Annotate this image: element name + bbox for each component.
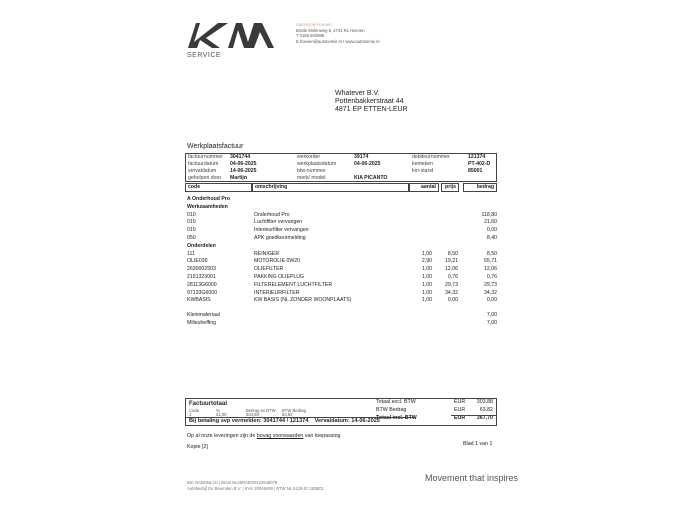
vat-value: 1 [189, 412, 192, 417]
dealer-address: Brede Molenweg 6, 4741 RL Hoeven [296, 27, 365, 33]
cell-code: Onderdelen [187, 242, 216, 249]
header-value: 39174 [354, 154, 369, 160]
terms-link[interactable]: bovag voorwaarden [256, 433, 304, 439]
cell-code: 010 [187, 227, 196, 234]
terms-text-end: van toepassing [304, 433, 341, 439]
dealer-contact: E hoeven@autonomie.nl I www.autonomie.nl [296, 38, 380, 44]
header-label: debiteurnummer [412, 154, 450, 160]
cell-qty: 1,00 [421, 297, 432, 304]
header-value: Martijn [230, 175, 248, 181]
table-row [185, 196, 497, 204]
vat-header: BTW Bedrag [282, 408, 306, 413]
header-label: merk/ model [297, 175, 326, 181]
cell-code: 111 [187, 250, 195, 257]
invoice-lines [185, 196, 497, 328]
document-title: Werkplaatsfactuur [187, 143, 244, 150]
table-row [185, 282, 497, 290]
cell-code: A Onderhoud Pro [187, 196, 231, 202]
col-description: omschrijving [252, 183, 409, 192]
col-amount: bedrag [463, 183, 497, 192]
table-row [185, 251, 497, 259]
total-divider [451, 415, 496, 416]
cell-code: Werkzaamheden [187, 203, 228, 210]
page-number: Blad 1 van 1 [463, 441, 493, 447]
cell-desc: Onderhoud Pro [254, 211, 290, 218]
terms-text: Op al onze leveringen zijn de [187, 433, 256, 439]
header-value: 121374 [468, 154, 486, 160]
header-value: PT-402-D [468, 161, 491, 167]
cell-qty: 1,00 [421, 281, 432, 288]
vat-header: % [216, 408, 220, 413]
header-label: geholpen door [188, 175, 222, 181]
total-label: Totaal excl. BTW [376, 399, 416, 405]
cell-amount: 55,71 [484, 258, 497, 265]
cell-desc: APK goedkeurmelding [254, 234, 306, 241]
cell-desc: KW BASIS (NL ZONDER WOONPLAATS) [254, 297, 352, 304]
header-value: 04-06-2025 [230, 161, 257, 167]
cell-qty: 1,00 [421, 289, 432, 296]
cell-amount: 34,32 [484, 289, 497, 296]
cell-desc: OLIEFILTER [254, 266, 284, 273]
table-row [185, 227, 497, 235]
cell-code: 2630002503 [187, 266, 216, 273]
footer-slogan: Movement that inspires [425, 473, 519, 483]
table-row [185, 297, 497, 305]
table-row [185, 274, 497, 282]
dealer-name: Autonomie Hoeven [296, 22, 332, 27]
cell-amount: 8,40 [486, 234, 497, 241]
cell-code: OLIE030 [187, 258, 208, 265]
header-label: factuurdatum [188, 161, 219, 167]
cell-amount: 8,50 [486, 250, 497, 257]
recipient-street: Pottenbakkerstraat 44 [335, 98, 404, 105]
header-label: km-stand [412, 168, 434, 174]
table-row [185, 204, 497, 212]
vat-header: Bedrag ex BTW [246, 408, 276, 413]
cell-desc: INTERIEURFILTER [254, 289, 300, 296]
copy-label: Kopie [2] [187, 444, 208, 450]
header-label: btw-nummer [297, 168, 326, 174]
cell-price: 12,06 [445, 266, 458, 273]
footer-bank: BIC RABONL2U | IBAN NL05RABO0122549079 [187, 480, 278, 485]
cell-amount: 12,06 [484, 266, 497, 273]
vat-header: Code [189, 408, 200, 413]
cell-amount: 7,00 [486, 319, 497, 326]
cell-amount: 0,00 [486, 297, 497, 304]
cell-desc: Interieurfilter vervangen [254, 227, 309, 234]
cell-price: 29,73 [445, 281, 458, 288]
header-label: werkplaatsdatum [297, 161, 337, 167]
table-row [185, 320, 497, 328]
header-label: factuurnummer [188, 154, 223, 160]
vat-value: 63,82 [282, 412, 293, 417]
col-price: prijs [441, 183, 459, 192]
cell-desc: Luchtfilter vervangen [254, 219, 303, 226]
terms-line [187, 433, 340, 441]
table-row [185, 258, 497, 266]
vat-value: 21,00 [216, 412, 227, 417]
cell-code: 2151323001 [187, 273, 216, 280]
cell-desc: PAKKING OLIEPLUG [254, 273, 305, 280]
cell-qty: 1,00 [421, 273, 432, 280]
table-row [185, 290, 497, 298]
cell-code: 97133G6000 [187, 289, 218, 296]
cell-code: 28113G6000 [187, 281, 217, 288]
cell-desc: REINIGER [254, 250, 280, 257]
table-row [185, 235, 497, 243]
total-label: BTW Bedrag [376, 407, 407, 413]
cell-price: 34,32 [445, 289, 458, 296]
kia-logo [186, 20, 286, 55]
cell-price: 0,76 [447, 273, 458, 280]
header-label: kenteken [412, 161, 434, 167]
cell-qty: 1,00 [421, 266, 432, 273]
cell-code: Kleinmateriaal [187, 312, 220, 319]
cell-desc: MOTOROLIE 0W20 [254, 258, 301, 265]
cell-amount: 0,76 [486, 273, 497, 280]
total-value: 63,82 [479, 407, 493, 413]
cell-price: 0,00 [447, 297, 458, 304]
cell-code: Milieuheffing [187, 319, 217, 326]
footer-company: Autobedrijf De Beemden B.V. | KVK 20048489 | BTW NL 8129.57.283B01 [187, 486, 324, 491]
cell-amount: 0,00 [486, 227, 497, 234]
totals-box [185, 398, 497, 426]
total-currency: EUR [454, 399, 466, 405]
total-value: 367,70 [476, 415, 493, 421]
cell-amount: 7,00 [486, 312, 497, 319]
recipient-city: 4871 EP ETTEN-LEUR [335, 106, 408, 113]
totals-title: Factuurtotaal [189, 401, 228, 407]
table-row [185, 243, 497, 251]
cell-code: 010 [187, 211, 196, 218]
header-label: vervaldatum [188, 168, 217, 174]
dealer-phone: T 0165 502986 [296, 33, 325, 38]
cell-amount: 118,80 [481, 211, 497, 218]
col-code: code [185, 183, 252, 192]
col-quantity: aantal [409, 183, 439, 192]
table-row [185, 219, 497, 227]
cell-code: 010 [187, 219, 196, 226]
invoice-header [185, 153, 497, 182]
cell-qty: 2,90 [421, 258, 432, 265]
table-row [185, 266, 497, 274]
service-label: SERVICE [187, 52, 222, 59]
cell-price: 8,50 [447, 250, 458, 257]
column-headers [185, 183, 497, 192]
cell-qty: 1,00 [421, 250, 432, 257]
total-currency: EUR [454, 415, 466, 421]
recipient-name: Whatever B.V. [335, 90, 380, 97]
vat-value: 303,88 [246, 412, 259, 417]
cell-amount: 29,73 [484, 281, 497, 288]
cell-code: KWBASIS [187, 297, 211, 304]
dealer-info [296, 22, 379, 44]
header-value: 14-06-2025 [230, 168, 257, 174]
total-value: 303,88 [476, 399, 493, 405]
cell-code: 050 [187, 234, 196, 241]
table-row [185, 212, 497, 220]
cell-amount: 21,60 [484, 219, 497, 226]
header-value: 3041744 [230, 154, 251, 160]
table-row [185, 312, 497, 320]
payment-note: Bij betaling svp vermelden: 3041744 / 121374 Vervaldatum: 14-06-2025 [189, 418, 380, 424]
header-value: 04-06-2025 [354, 161, 381, 167]
header-value: 85001 [468, 168, 483, 174]
total-label: Totaal incl. BTW [376, 415, 417, 421]
total-currency: EUR [454, 407, 466, 413]
recipient-address [335, 90, 408, 114]
header-value: KIA PICANTO [354, 175, 388, 181]
table-row [185, 305, 497, 312]
cell-desc: FILTERELEMENT LUCHTFILTER [254, 281, 333, 288]
header-label: werkorder [297, 154, 321, 160]
cell-price: 19,21 [445, 258, 458, 265]
